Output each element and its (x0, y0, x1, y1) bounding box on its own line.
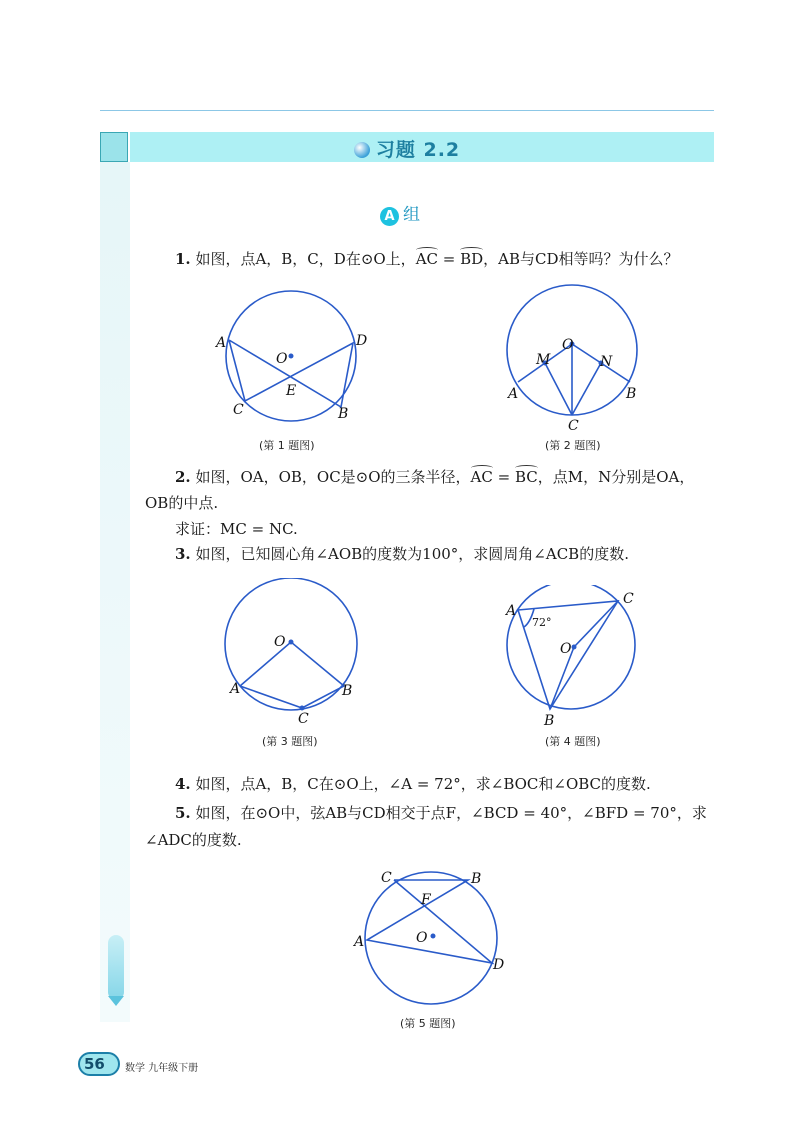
problem-2-line-3: 求证：MC = NC. (175, 520, 298, 538)
figure-5-label-O: O (416, 930, 428, 946)
problem-1-number: 1. (175, 250, 191, 268)
top-rule (100, 110, 714, 111)
group-heading (0, 200, 800, 226)
figure-2-label-N: N (600, 354, 613, 370)
figure-4-label-B: B (544, 713, 555, 729)
figure-3-label-C: C (298, 711, 309, 727)
figure-5 (350, 866, 515, 1011)
figure-5-label-F: F (421, 892, 431, 908)
figure-1-label-C: C (233, 402, 244, 418)
footer-book-title: 数学 九年级下册 (125, 1063, 199, 1074)
problem-3 (175, 543, 629, 565)
figure-1-label-D: D (356, 333, 368, 349)
problem-4-text: 如图，点A，B，C在⊙O上，∠A = 72°，求∠BOC和∠OBC的度数. (195, 775, 651, 793)
side-tab-arrow-icon (108, 996, 124, 1006)
problem-4-number: 4. (175, 775, 191, 793)
figure-4-label-C: C (623, 591, 634, 607)
section-title (100, 135, 714, 162)
figure-5-label-D: D (493, 957, 505, 973)
figure-1-label-O: O (276, 351, 288, 367)
figure-4-angle-label: 72° (532, 616, 552, 629)
figure-2-label-M: M (536, 352, 551, 368)
problem-2-number: 2. (175, 468, 191, 486)
problem-5 (175, 802, 707, 824)
problem-5-line-2: ∠ADC的度数. (145, 831, 242, 849)
problem-1 (175, 248, 679, 270)
problem-2-eq: = (492, 468, 515, 486)
problem-5-text: 如图，在⊙O中，弦AB与CD相交于点F，∠BCD = 40°，∠BFD = 70°，求 (195, 804, 707, 822)
problem-1-text-a: 如图，点A，B，C，D在⊙O上， (195, 250, 416, 268)
figure-1-caption: (第 1 题图) (259, 439, 315, 452)
figure-2-caption: (第 2 题图) (545, 439, 601, 452)
figure-5-caption: (第 5 题图) (400, 1017, 456, 1030)
problem-3-text: 如图，已知圆心角∠AOB的度数为100°，求圆周角∠ACB的度数. (195, 545, 629, 563)
figure-5-label-A: A (354, 934, 365, 950)
group-badge: A (380, 207, 399, 226)
figure-1 (210, 290, 380, 430)
problem-4 (175, 773, 651, 795)
figure-5-circle (365, 872, 497, 1004)
problem-1-text-b: ，AB与CD相等吗？为什么？ (483, 250, 679, 268)
figure-2-label-A: A (508, 386, 519, 402)
figure-1-label-A: A (216, 335, 227, 351)
problem-1-arc-1: AC (415, 250, 438, 268)
problem-3-number: 3. (175, 545, 191, 563)
figure-4-label-O: O (560, 641, 572, 657)
problem-1-eq: = (438, 250, 461, 268)
figure-2-label-C: C (568, 418, 579, 432)
figure-2-label-B: B (626, 386, 637, 402)
page-number: 56 (84, 1055, 105, 1073)
section-title-text: 习题 2.2 (375, 139, 461, 161)
figure-1-center (289, 354, 294, 359)
section-header (100, 132, 714, 162)
problem-2-text-b: ，点M，N分别是OA， (537, 468, 695, 486)
figure-2 (500, 282, 650, 432)
figure-4 (498, 585, 648, 730)
figure-3-label-A: A (230, 681, 241, 697)
figure-4-label-A: A (506, 603, 517, 619)
figure-1-label-E: E (286, 383, 297, 399)
figure-5-label-B: B (471, 871, 482, 887)
figure-3-label-B: B (342, 683, 353, 699)
group-label: 组 (403, 205, 420, 225)
figure-3-caption: (第 3 题图) (262, 735, 318, 748)
problem-2 (175, 466, 694, 488)
figure-1-label-B: B (338, 406, 349, 422)
figure-5-label-C: C (381, 870, 392, 886)
problem-2-line-2: OB的中点. (145, 494, 219, 512)
side-tab (108, 935, 124, 1000)
figure-2-label-O: O (562, 337, 574, 353)
globe-icon (354, 142, 370, 158)
problem-2-arc-1: AC (470, 468, 493, 486)
figure-3-label-O: O (274, 634, 286, 650)
side-band (100, 162, 130, 1022)
problem-1-arc-2: BD (460, 250, 484, 268)
problem-5-number: 5. (175, 804, 191, 822)
figure-3 (220, 578, 370, 728)
problem-2-text-a: 如图，OA，OB，OC是⊙O的三条半径， (195, 468, 471, 486)
figure-4-caption: (第 4 题图) (545, 735, 601, 748)
problem-2-arc-2: BC (514, 468, 538, 486)
